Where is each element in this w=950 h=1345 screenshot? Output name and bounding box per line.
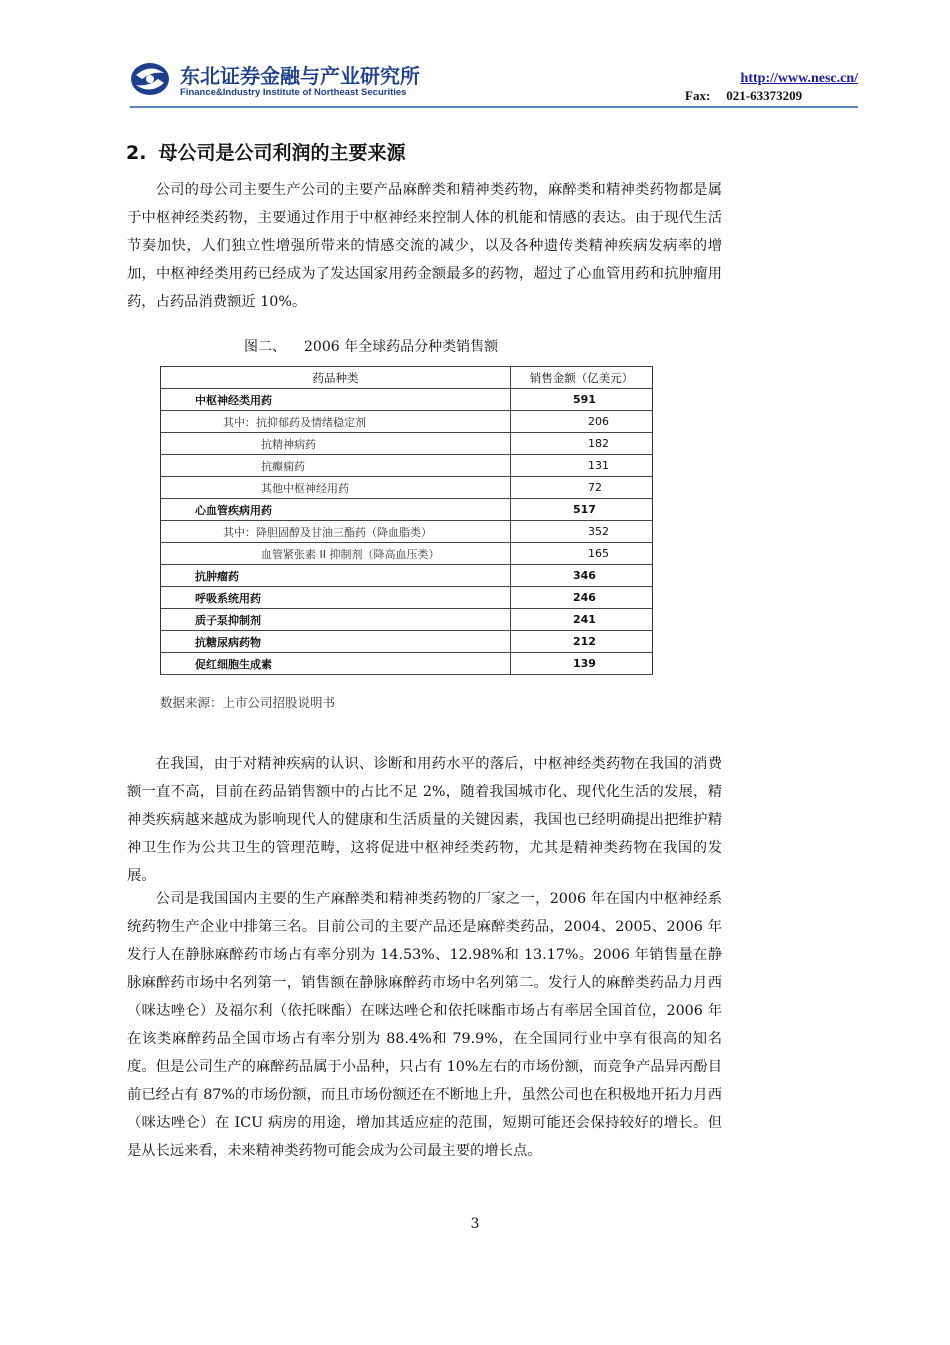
drug-category-cell: 促红细胞生成素 <box>161 653 511 675</box>
drug-category-cell: 其他中枢神经用药 <box>161 477 511 499</box>
table-row <box>161 433 653 455</box>
figure-label: 图二、 <box>244 339 286 355</box>
sales-value-cell: 517 <box>511 499 653 521</box>
fax-number: 021-63373209 <box>726 88 803 103</box>
table-row <box>161 609 653 631</box>
brand-name-en: Finance&Industry Institute of Northeast Securities <box>180 87 407 98</box>
paragraph-1: 公司的母公司主要生产公司的主要产品麻醉类和精神类药物，麻醉类和精神类药物都是属于中枢神经类药物，主要通过作用于中枢神经来控制人体的机能和情感的表达。由于现代生活节奏加快，人们独立性增强所带来的情感交流的减少，以及各种遗传类精神疾病发病率的增加，中枢神经类用药已经成为了发达国家用药金额最多的药物，超过了心血管用药和抗肿瘤用药，占药品消费额近 10%。 <box>127 182 722 310</box>
paragraph-2: 在我国，由于对精神疾病的认识、诊断和用药水平的落后，中枢神经类药物在我国的消费额一直不高，目前在药品销售额中的占比不足 2%，随着我国城市化、现代化生活的发展，精神类疾病越来越成为影响现代人的健康和生活质量的关键因素，我国也已经明确提出把维护精神卫生作为公共卫生的管理范畴，这将促进中枢神经类药物，尤其是精神类药物在我国的发展。 <box>127 756 722 884</box>
nesc-logo-icon <box>130 59 170 99</box>
section-heading <box>126 138 405 165</box>
sales-value-cell: 346 <box>511 565 653 587</box>
table-row <box>161 653 653 675</box>
drug-category-cell: 其中：抗抑郁药及情绪稳定剂 <box>161 411 511 433</box>
drug-category-cell: 抗精神病药 <box>161 433 511 455</box>
drug-category-cell: 血管紧张素 II 抑制剂（降高血压类） <box>161 543 511 565</box>
table-row <box>161 411 653 433</box>
sales-value-cell: 352 <box>511 521 653 543</box>
sales-value-cell: 182 <box>511 433 653 455</box>
figure-title: 2006 年全球药品分种类销售额 <box>304 339 499 355</box>
table-row <box>161 565 653 587</box>
table-row <box>161 587 653 609</box>
data-source-note: 数据来源：上市公司招股说明书 <box>160 695 336 710</box>
sales-value-cell: 131 <box>511 455 653 477</box>
figure-caption <box>244 336 498 356</box>
table-row <box>161 389 653 411</box>
drug-category-cell: 质子泵抑制剂 <box>161 609 511 631</box>
page-header <box>130 55 858 107</box>
sales-value-cell: 246 <box>511 587 653 609</box>
column-header-category: 药品种类 <box>161 367 511 389</box>
sales-value-cell: 72 <box>511 477 653 499</box>
brand-name-cn: 东北证券金融与产业研究所 <box>180 64 420 88</box>
table-row <box>161 455 653 477</box>
sales-value-cell: 591 <box>511 389 653 411</box>
sales-value-cell: 241 <box>511 609 653 631</box>
table-row <box>161 543 653 565</box>
table-header-row <box>161 367 653 389</box>
header-rule <box>130 106 858 108</box>
table-row <box>161 631 653 653</box>
drug-category-cell: 呼吸系统用药 <box>161 587 511 609</box>
table-row <box>161 477 653 499</box>
sales-value-cell: 212 <box>511 631 653 653</box>
page-number: 3 <box>470 1216 480 1232</box>
sales-value-cell: 206 <box>511 411 653 433</box>
drug-category-cell: 抗肿瘤药 <box>161 565 511 587</box>
drug-sales-table <box>160 366 653 675</box>
drug-category-cell: 抗糖尿病药物 <box>161 631 511 653</box>
section-title: 母公司是公司利润的主要来源 <box>158 142 406 164</box>
drug-category-cell: 抗癫痫药 <box>161 455 511 477</box>
table-row <box>161 521 653 543</box>
sales-value-cell: 139 <box>511 653 653 675</box>
drug-category-cell: 中枢神经类用药 <box>161 389 511 411</box>
drug-category-cell: 心血管疾病用药 <box>161 499 511 521</box>
paragraph-3: 公司是我国国内主要的生产麻醉类和精神类药物的厂家之一，2006 年在国内中枢神经系统药物生产企业中排第三名。目前公司的主要产品还是麻醉类药品，2004、2005、2006 年发行人在静脉麻醉药市场占有率分别为 14.53%、12.98%和 13.17%。2006 年销售量在静脉麻醉药市场中名列第一，销售额在静脉麻醉药市场中名列第二。发行人的麻醉类药品力月西（咪达唑仑）及福尔利（依托咪酯）在咪达唑仑和依托咪酯市场占有率居全国首位，2006 年在该类麻醉药品全国市场占有率分别为 88.4%和 79.9%，在全国同行业中享有很高的知名度。但是公司生产的麻醉药品属于小品种，只占有 10%左右的市场份额，而竞争产品异丙酚目前已经占有 87%的市场份额，而且市场份额还在不断地上升，虽然公司也在积极地开拓力月西（咪达唑仑）在 ICU 病房的用途，增加其适应症的范围，短期可能还会保持较好的增长。但是从长远来看，未来精神类药物可能会成为公司最主要的增长点。 <box>127 891 722 1159</box>
section-number: 2. <box>126 142 147 164</box>
column-header-sales: 销售金额（亿美元） <box>511 367 653 389</box>
sales-value-cell: 165 <box>511 543 653 565</box>
drug-category-cell: 其中：降胆固醇及甘油三酯药（降血脂类） <box>161 521 511 543</box>
table-row <box>161 499 653 521</box>
fax-label: Fax: <box>685 88 711 103</box>
fax-line <box>685 88 802 104</box>
website-link[interactable]: http://www.nesc.cn/ <box>740 71 858 86</box>
